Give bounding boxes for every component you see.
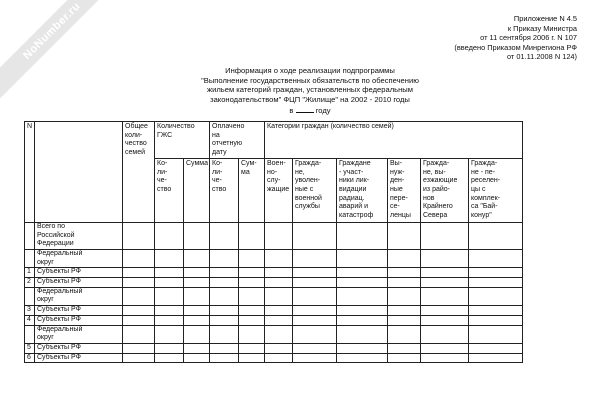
subheader-category-displaced: [388, 158, 421, 222]
empty-cell: [184, 268, 210, 278]
empty-cell: [184, 315, 210, 325]
cell-line: дату: [212, 149, 227, 157]
empty-cell: [337, 222, 388, 249]
title-line: жильем категорий граждан, установленных федеральным: [207, 85, 413, 95]
row-label: [35, 353, 123, 363]
empty-cell: [337, 287, 388, 305]
empty-cell: [123, 268, 155, 278]
header-gzhs: [155, 122, 210, 159]
empty-cell: [123, 278, 155, 288]
row-label: [35, 222, 123, 249]
table-row: [25, 306, 523, 316]
empty-cell: [421, 222, 469, 249]
empty-cell: [239, 268, 265, 278]
empty-cell: [155, 278, 184, 288]
empty-cell: [123, 315, 155, 325]
empty-cell: [184, 287, 210, 305]
subheader-paid-sum: [239, 158, 265, 222]
row-number: [25, 287, 35, 305]
row-label-line: Субъекты РФ: [37, 343, 81, 351]
row-label-line: Федеральный: [37, 287, 83, 295]
empty-cell: [337, 325, 388, 343]
empty-cell: [184, 278, 210, 288]
empty-cell: [388, 315, 421, 325]
cell-line: Сум-: [241, 159, 257, 167]
empty-cell: [155, 353, 184, 363]
header-general: [123, 122, 155, 223]
header-subject: [35, 122, 123, 223]
empty-cell: [239, 306, 265, 316]
empty-cell: [155, 268, 184, 278]
cell-line: че-: [212, 177, 222, 185]
data-rows: [25, 222, 523, 363]
table-row: [25, 287, 523, 305]
empty-cell: [469, 249, 523, 267]
empty-cell: [388, 268, 421, 278]
row-label-line: Федеральный: [37, 325, 83, 333]
cell-line: конур": [471, 212, 492, 220]
empty-cell: [293, 268, 337, 278]
cell-line: Оплачено: [212, 123, 245, 130]
subheader-category-north: [421, 158, 469, 222]
empty-cell: [210, 343, 239, 353]
row-label: [35, 343, 123, 353]
empty-cell: [421, 287, 469, 305]
empty-cell: [210, 325, 239, 343]
appendix-note: [454, 14, 577, 62]
cell-line: ные: [390, 185, 403, 193]
subheader-category-liquidators: [337, 158, 388, 222]
cell-line: Гражда-: [295, 159, 322, 167]
appendix-line: от 01.11.2008 N 124): [506, 52, 577, 62]
header-row: [25, 122, 523, 159]
empty-cell: [293, 287, 337, 305]
row-number: 2: [25, 278, 35, 288]
cell-line: - участ-: [339, 168, 364, 176]
empty-cell: [210, 278, 239, 288]
row-label-line: Субъекты РФ: [37, 306, 81, 314]
empty-cell: [210, 249, 239, 267]
row-label-line: округ: [37, 334, 54, 342]
row-label: [35, 268, 123, 278]
empty-cell: [265, 306, 293, 316]
cell-line: аварий и: [339, 203, 368, 211]
title-line: законодательством" ФЦП "Жилище" на 2002 - 2010 годы: [210, 95, 410, 105]
table-row: [25, 325, 523, 343]
cell-line: семей: [125, 149, 146, 157]
cell-line: Гражда-: [423, 159, 450, 167]
empty-cell: [123, 343, 155, 353]
document-title: [160, 66, 460, 116]
appendix-line: (введено Приказом Минрегиона РФ: [454, 42, 577, 52]
header-n: N: [25, 122, 35, 223]
empty-cell: [155, 249, 184, 267]
cell-line: но-: [267, 168, 278, 176]
empty-cell: [421, 353, 469, 363]
empty-cell: [239, 315, 265, 325]
table-row: [25, 315, 523, 325]
cell-line: езжающие: [423, 177, 458, 185]
empty-cell: [421, 343, 469, 353]
empty-cell: [239, 222, 265, 249]
cell-line: ленцы: [390, 212, 411, 220]
empty-cell: [239, 343, 265, 353]
empty-cell: [123, 325, 155, 343]
appendix-line: Приложение N 4.5: [513, 14, 577, 23]
cell-line: Ко-: [157, 159, 168, 167]
row-number: [25, 249, 35, 267]
subheader-gzhs-sum: [184, 158, 210, 222]
empty-cell: [293, 325, 337, 343]
empty-cell: [293, 306, 337, 316]
appendix-line: к Приказу Министра: [507, 23, 577, 33]
cell-line: са "Бай-: [471, 203, 498, 211]
empty-cell: [293, 315, 337, 325]
cell-line: Ко-: [212, 159, 223, 167]
empty-cell: [184, 325, 210, 343]
row-label-line: Федерации: [37, 240, 74, 248]
row-label-line: Субъекты РФ: [37, 278, 81, 286]
cell-line: из райо-: [423, 185, 450, 193]
row-label-line: Субъекты РФ: [37, 268, 81, 276]
empty-cell: [293, 222, 337, 249]
empty-cell: [239, 278, 265, 288]
cell-line: не, вы-: [423, 168, 446, 176]
empty-cell: [239, 287, 265, 305]
cell-line: ден-: [390, 177, 405, 185]
cell-line: не - пе-: [471, 168, 495, 176]
empty-cell: [265, 249, 293, 267]
cell-line: Севера: [423, 212, 448, 220]
row-label-line: Всего по: [37, 222, 65, 230]
empty-cell: [210, 306, 239, 316]
empty-cell: [265, 325, 293, 343]
empty-cell: [265, 343, 293, 353]
empty-cell: [293, 343, 337, 353]
row-label-line: Субъекты РФ: [37, 315, 81, 323]
table-row: [25, 249, 523, 267]
cell-line: нов: [423, 194, 435, 202]
empty-cell: [421, 306, 469, 316]
row-label: [35, 278, 123, 288]
cell-line: ма: [241, 168, 250, 176]
header-categories: Категории граждан (количество семей): [265, 122, 523, 159]
empty-cell: [469, 287, 523, 305]
empty-cell: [265, 222, 293, 249]
empty-cell: [469, 278, 523, 288]
cell-line: коли-: [125, 131, 143, 139]
row-label-line: Субъекты РФ: [37, 353, 81, 361]
empty-cell: [469, 325, 523, 343]
appendix-line: от 11 сентября 2006 г. N 107: [480, 33, 577, 43]
empty-cell: [155, 306, 184, 316]
cell-line: ство: [157, 185, 172, 193]
cell-line: Воен-: [267, 159, 286, 167]
empty-cell: [265, 315, 293, 325]
cell-line: реселен-: [471, 177, 501, 185]
empty-cell: [337, 278, 388, 288]
empty-cell: [184, 222, 210, 249]
empty-cell: [210, 222, 239, 249]
row-number: 4: [25, 315, 35, 325]
year-suffix: году: [315, 105, 331, 115]
year-blank: [296, 105, 314, 113]
row-number: 6: [25, 353, 35, 363]
empty-cell: [388, 325, 421, 343]
empty-cell: [184, 353, 210, 363]
cell-line: Количество: [157, 123, 195, 130]
empty-cell: [469, 343, 523, 353]
cell-line: радиац.: [339, 194, 365, 202]
table-row: [25, 353, 523, 363]
table-row: [25, 222, 523, 249]
empty-cell: [155, 287, 184, 305]
empty-cell: [388, 353, 421, 363]
cell-line: на: [212, 131, 220, 139]
cell-line: ство: [212, 185, 227, 193]
empty-cell: [123, 306, 155, 316]
empty-cell: [184, 249, 210, 267]
empty-cell: [293, 278, 337, 288]
empty-cell: [265, 287, 293, 305]
row-label-line: Федеральный: [37, 249, 83, 257]
row-label-line: округ: [37, 258, 54, 266]
empty-cell: [155, 343, 184, 353]
row-number: [25, 222, 35, 249]
cell-line: отчетную: [212, 140, 243, 148]
cell-line: нуж-: [390, 168, 405, 176]
empty-cell: [265, 278, 293, 288]
empty-cell: [123, 287, 155, 305]
empty-cell: [469, 306, 523, 316]
header-paid: [210, 122, 265, 159]
empty-cell: [469, 315, 523, 325]
empty-cell: [421, 249, 469, 267]
cell-line: пере-: [390, 194, 408, 202]
empty-cell: [388, 278, 421, 288]
cell-line: ГЖС: [157, 131, 173, 139]
cell-line: ные с: [295, 185, 314, 193]
subheader-category-baikonur: [469, 158, 523, 222]
table-row: [25, 278, 523, 288]
empty-cell: [293, 249, 337, 267]
title-line: "Выполнение государственных обязательств по обеспечению: [201, 75, 419, 85]
cell-line: жащие: [267, 185, 290, 193]
empty-cell: [155, 315, 184, 325]
subheader-paid-count: [210, 158, 239, 222]
subheader-gzhs-count: [155, 158, 184, 222]
cell-line: уволен-: [295, 177, 321, 185]
empty-cell: [239, 353, 265, 363]
empty-cell: [421, 268, 469, 278]
empty-cell: [421, 325, 469, 343]
year-prefix: в: [289, 105, 294, 115]
cell-line: чество: [125, 140, 147, 148]
cell-line: ники лик-: [339, 177, 370, 185]
empty-cell: [210, 353, 239, 363]
empty-cell: [337, 249, 388, 267]
table-row: [25, 343, 523, 353]
empty-cell: [239, 325, 265, 343]
row-label: [35, 249, 123, 267]
cell-line: катастроф: [339, 212, 374, 220]
empty-cell: [210, 315, 239, 325]
row-number: [25, 325, 35, 343]
empty-cell: [155, 325, 184, 343]
empty-cell: [184, 343, 210, 353]
empty-cell: [388, 249, 421, 267]
empty-cell: [184, 306, 210, 316]
cell-line: слу-: [267, 177, 281, 185]
empty-cell: [123, 222, 155, 249]
empty-cell: [388, 222, 421, 249]
table-row: [25, 268, 523, 278]
empty-cell: [469, 353, 523, 363]
row-label: [35, 306, 123, 316]
empty-cell: [123, 249, 155, 267]
row-label-line: округ: [37, 296, 54, 304]
empty-cell: [239, 249, 265, 267]
row-label: [35, 287, 123, 305]
cell-line: не,: [295, 168, 305, 176]
row-label-line: Российской: [37, 231, 75, 239]
cell-line: че-: [157, 177, 167, 185]
subheader-category-discharged: [293, 158, 337, 222]
empty-cell: [210, 287, 239, 305]
empty-cell: [388, 306, 421, 316]
cell-line: ли-: [157, 168, 168, 176]
cell-line: цы с: [471, 185, 486, 193]
watermark-ribbon: [0, 0, 130, 109]
empty-cell: [469, 268, 523, 278]
cell-line: видации: [339, 185, 367, 193]
empty-cell: [337, 306, 388, 316]
cell-line: ли-: [212, 168, 223, 176]
empty-cell: [469, 222, 523, 249]
cell-line: Гражда-: [471, 159, 498, 167]
empty-cell: [337, 343, 388, 353]
cell-line: Граждане: [339, 159, 371, 167]
row-number: 5: [25, 343, 35, 353]
subheader-category-military: [265, 158, 293, 222]
row-label: [35, 325, 123, 343]
empty-cell: [293, 353, 337, 363]
empty-cell: [123, 353, 155, 363]
empty-cell: [210, 268, 239, 278]
empty-cell: [265, 353, 293, 363]
cell-line: Крайнего: [423, 203, 453, 211]
empty-cell: [421, 315, 469, 325]
empty-cell: [388, 343, 421, 353]
empty-cell: [265, 268, 293, 278]
empty-cell: [337, 268, 388, 278]
empty-cell: [337, 353, 388, 363]
cell-line: комплек-: [471, 194, 501, 202]
empty-cell: [421, 278, 469, 288]
row-number: 1: [25, 268, 35, 278]
cell-line: Сумма: [186, 159, 208, 167]
cell-line: военной: [295, 194, 322, 202]
cell-line: Вы-: [390, 159, 403, 167]
row-label: [35, 315, 123, 325]
cell-line: се-: [390, 203, 400, 211]
cell-line: Общее: [125, 123, 148, 130]
report-table: [24, 121, 523, 363]
title-line: Информация о ходе реализации подпрограммы: [225, 66, 395, 75]
cell-line: службы: [295, 203, 320, 211]
row-number: 3: [25, 306, 35, 316]
empty-cell: [388, 287, 421, 305]
empty-cell: [337, 315, 388, 325]
watermark-text: NoNumber.ru: [21, 0, 83, 62]
empty-cell: [155, 222, 184, 249]
title-year-line: [160, 105, 460, 116]
